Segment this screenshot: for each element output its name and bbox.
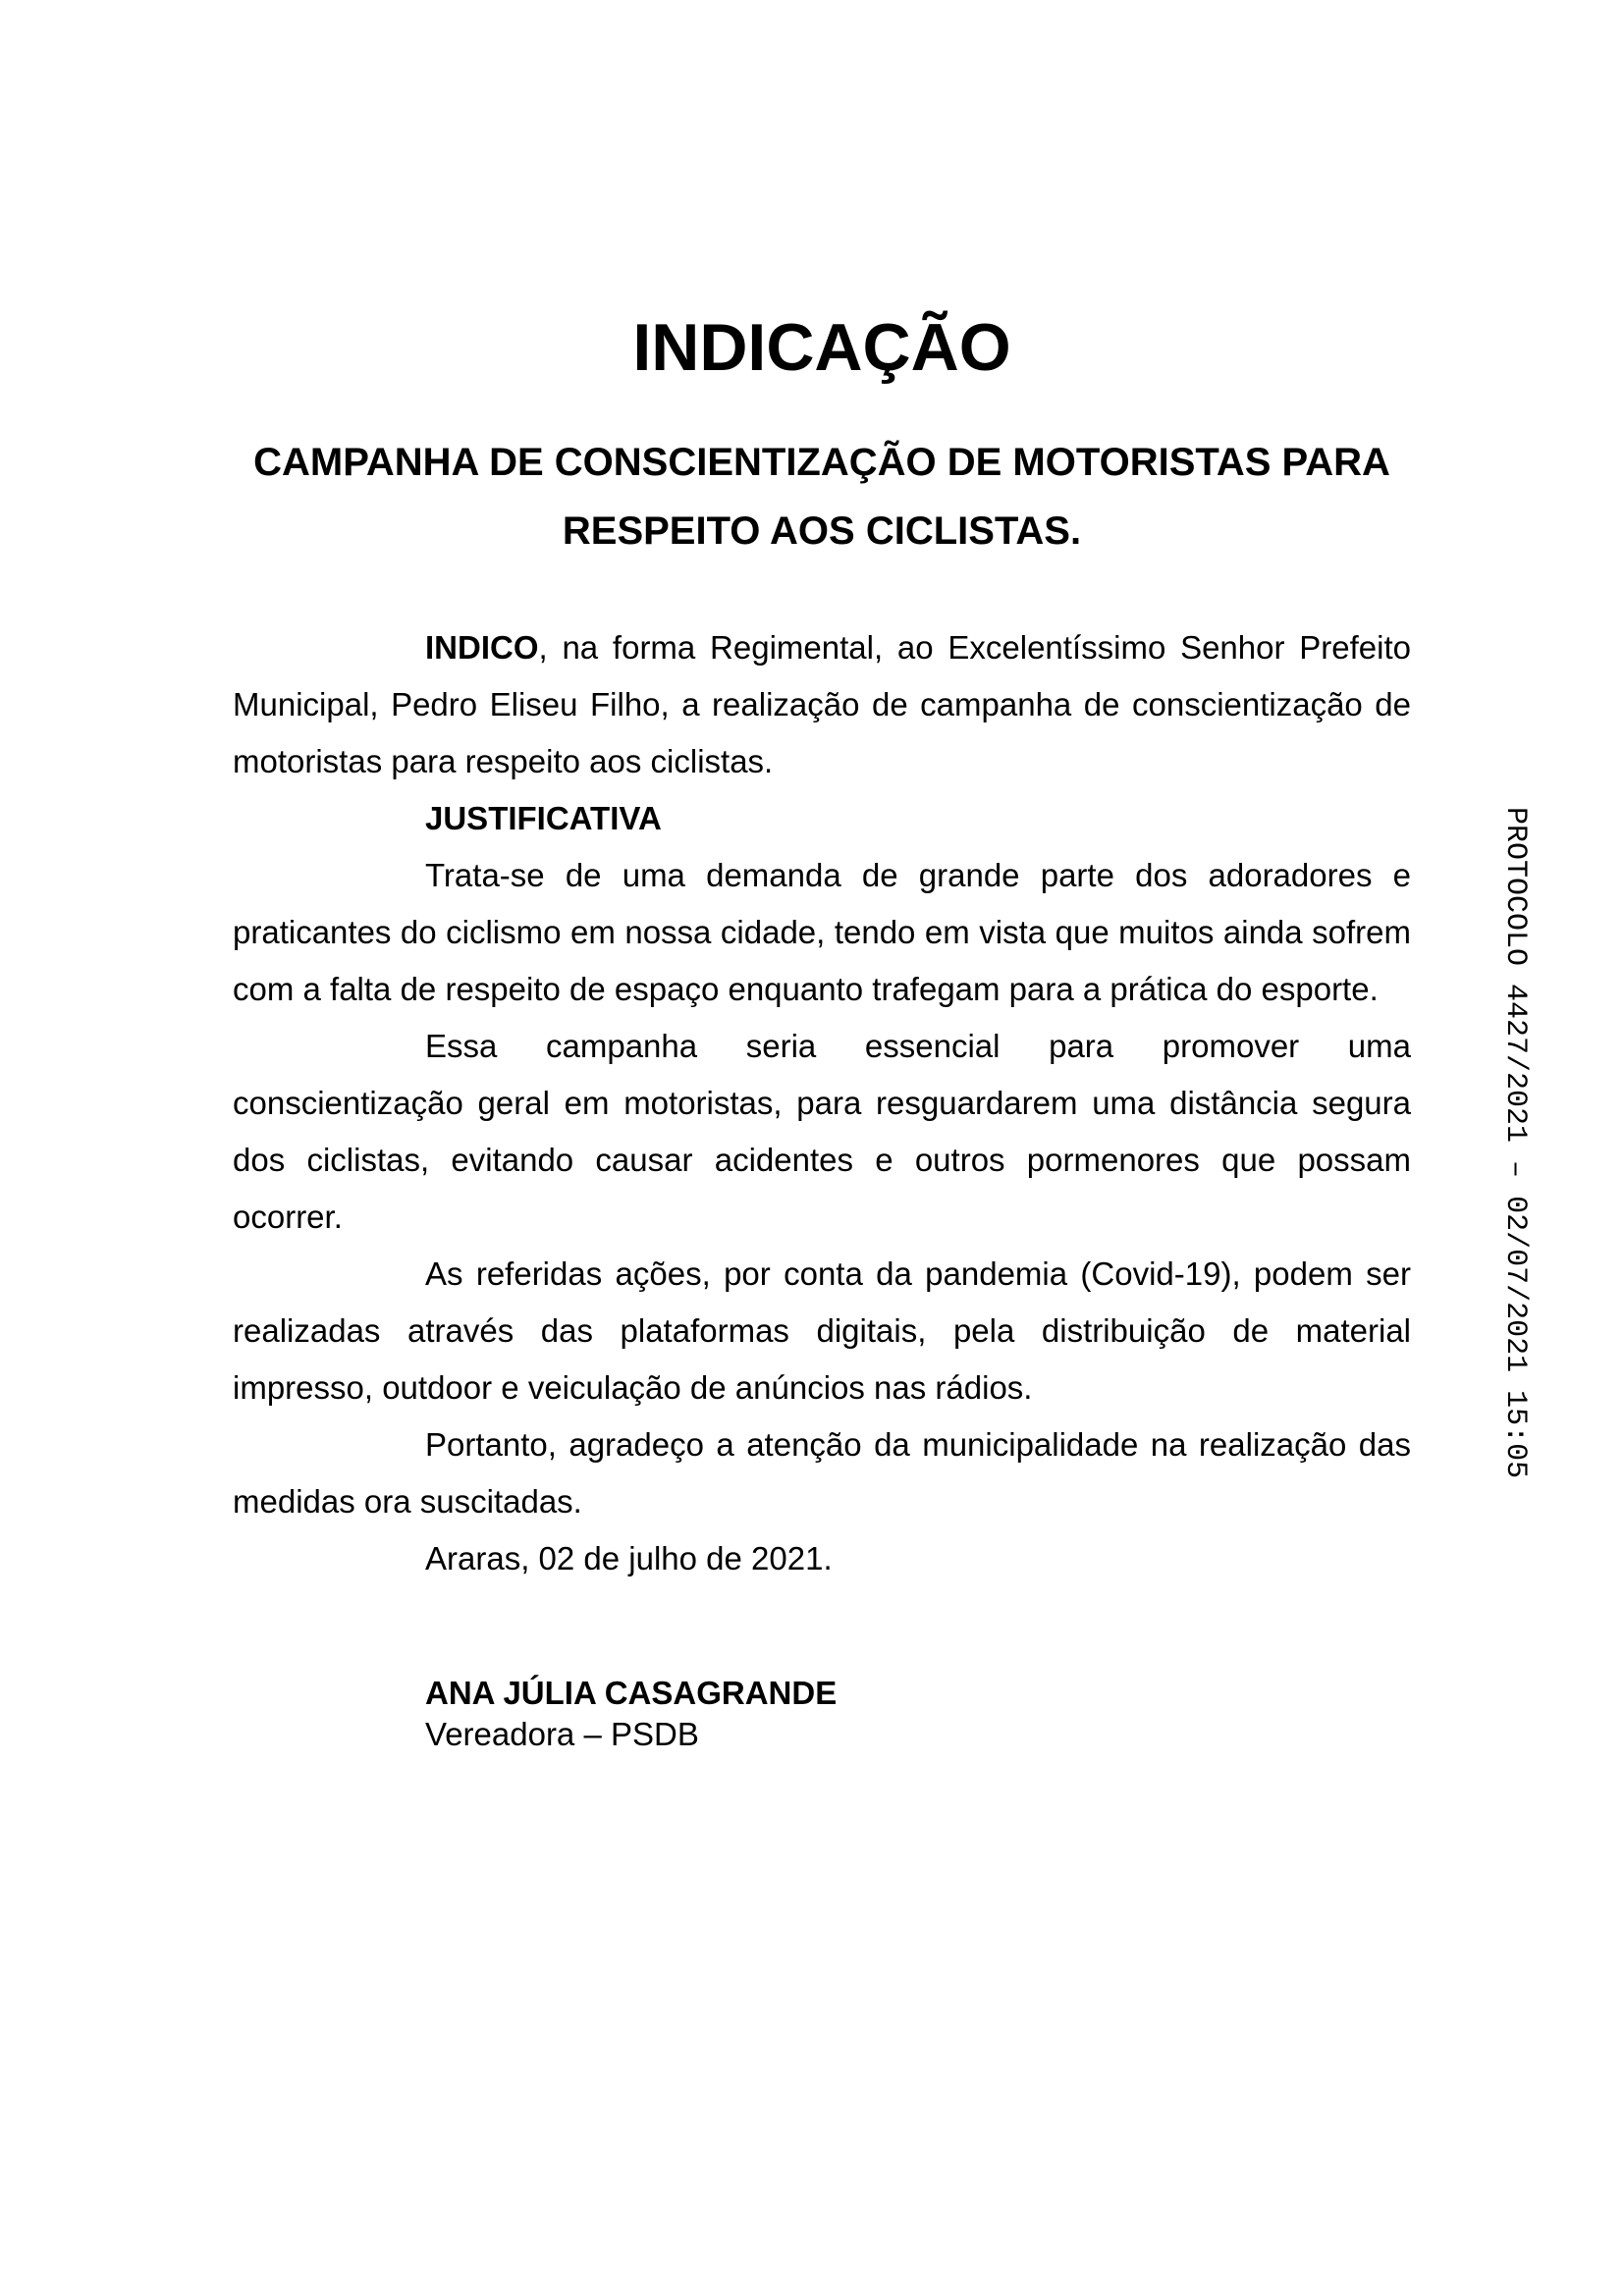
date-line: Araras, 02 de julho de 2021. [425, 1540, 833, 1576]
justification-paragraph-1: Trata-se de uma demanda de grande parte dos adoradores e praticantes do ciclismo em nossa cidade, tendo em vista que muitos ainda sofrem com a falta de respeito de espaço enquanto trafegam para a prática do esporte. [233, 857, 1411, 1007]
document-content [233, 308, 1411, 1755]
intro-paragraph-text: , na forma Regimental, ao Excelentíssimo Senhor Prefeito Municipal, Pedro Eliseu Filho, a realização de campanha de conscientização de motoristas para respeito aos ciclistas. [233, 629, 1411, 779]
signature-name: ANA JÚLIA CASAGRANDE [425, 1675, 838, 1711]
justification-paragraph-4: Portanto, agradeço a atenção da municipalidade na realização das medidas ora suscitadas. [233, 1426, 1411, 1520]
intro-paragraph [233, 619, 1411, 790]
document-body [233, 619, 1411, 1755]
justification-paragraph-3: As referidas ações, por conta da pandemia (Covid-19), podem ser realizadas através das plataformas digitais, pela distribuição de material impresso, outdoor e veiculação de anúncios nas rádios. [233, 1255, 1411, 1406]
signature-block [233, 1673, 1411, 1755]
signature-role: Vereadora – PSDB [425, 1716, 699, 1752]
document-subtitle: CAMPANHA DE CONSCIENTIZAÇÃO DE MOTORISTAS PARA RESPEITO AOS CICLISTAS. [253, 441, 1390, 553]
intro-lead-word: INDICO [425, 629, 539, 666]
justification-paragraph-2: Essa campanha seria essencial para promover uma conscientização geral em motoristas, para resguardarem uma distância segura dos ciclistas, evitando causar acidentes e outros pormenores que possam ocorrer. [233, 1028, 1411, 1235]
page-title: INDICAÇÃO [632, 310, 1011, 385]
protocol-stamp: PROTOCOLO 4427/2021 – 02/07/2021 15:05 [1498, 807, 1532, 1479]
section-heading-justificativa: JUSTIFICATIVA [425, 800, 662, 836]
